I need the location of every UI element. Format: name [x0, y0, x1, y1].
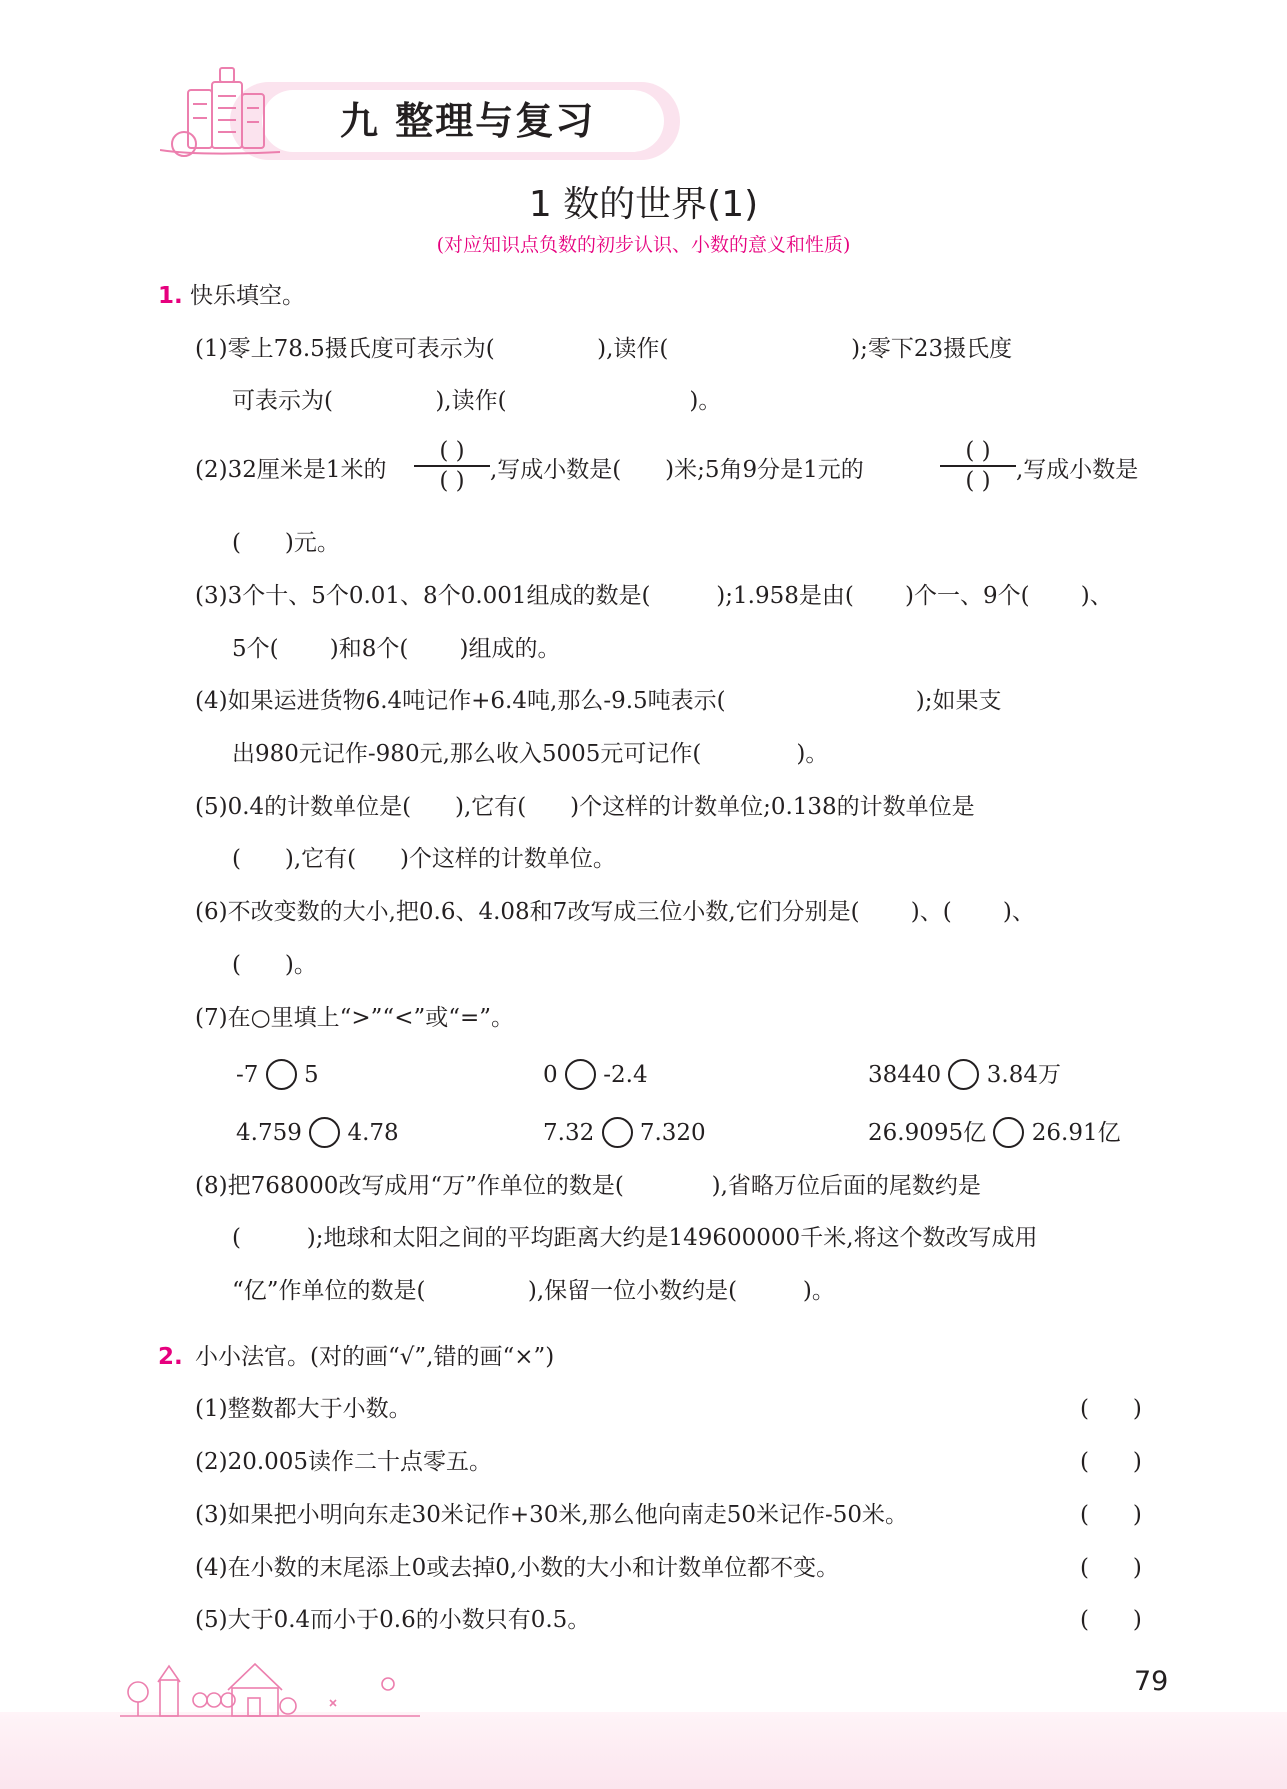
fraction-bar: [940, 465, 1016, 467]
page-number: 79: [1134, 1666, 1169, 1697]
fraction-denominator: ( ): [965, 468, 991, 494]
judge-blank[interactable]: ( ): [1080, 1607, 1142, 1633]
fraction-bar: [414, 465, 490, 467]
compare-item: 38440 3.84万: [868, 1060, 1061, 1092]
q1-line-2b: ( )元。: [232, 530, 340, 556]
fraction-blank-2[interactable]: [940, 438, 1016, 494]
compare-item: -7 5: [236, 1060, 319, 1092]
compare-circle-input[interactable]: [602, 1117, 633, 1148]
q1-line-8a: (8)把768000改写成用“万”作单位的数是( ),省略万位后面的尾数约是: [195, 1173, 981, 1199]
lesson-note: (对应知识点负数的初步认识、小数的意义和性质): [436, 234, 851, 256]
judge-blank[interactable]: ( ): [1080, 1449, 1142, 1475]
q1-line-2-part1: (2)32厘米是1米的: [195, 457, 387, 483]
compare-circle-input[interactable]: [948, 1059, 979, 1090]
q1-line-3b: 5个( )和8个( )组成的。: [232, 636, 561, 662]
q1-line-8b: ( );地球和太阳之间的平均距离大约是149600000千米,将这个数改写成用: [232, 1225, 1038, 1251]
q2-item: (5)大于0.4而小于0.6的小数只有0.5。: [195, 1607, 591, 1633]
q2-item: (1)整数都大于小数。: [195, 1396, 412, 1422]
fraction-blank-1[interactable]: [414, 438, 490, 494]
fraction-numerator: ( ): [439, 438, 465, 464]
q1-line-5a: (5)0.4的计数单位是( ),它有( )个这样的计数单位;0.138的计数单位是: [195, 794, 975, 820]
q2-item: (3)如果把小明向东走30米记作+30米,那么他向南走50米记作-50米。: [195, 1502, 908, 1528]
q1-line-2-part3: ,写成小数是: [1016, 457, 1139, 483]
judge-blank[interactable]: ( ): [1080, 1396, 1142, 1422]
q1-line-1a: (1)零上78.5摄氏度可表示为( ),读作( );零下23摄氏度: [195, 336, 1013, 362]
chapter-title: 九 整理与复习: [340, 99, 596, 143]
lesson-title: 1 数的世界(1): [528, 184, 759, 225]
q1-line-6a: (6)不改变数的大小,把0.6、4.08和7改写成三位小数,它们分别是( )、( )、: [195, 899, 1035, 925]
footer-band: [0, 1712, 1287, 1789]
compare-circle-input[interactable]: [565, 1059, 596, 1090]
q1-title: 快乐填空。: [190, 283, 305, 309]
school-building-icon: [160, 60, 290, 165]
q1-number: 1.: [158, 283, 183, 309]
q1-line-8c: “亿”作单位的数是( ),保留一位小数约是( )。: [232, 1278, 835, 1304]
q1-line-5b: ( ),它有( )个这样的计数单位。: [232, 846, 616, 872]
compare-item: 7.32 7.320: [543, 1118, 706, 1150]
q1-line-4a: (4)如果运进货物6.4吨记作+6.4吨,那么-9.5吨表示( );如果支: [195, 688, 1002, 714]
compare-circle-input[interactable]: [266, 1059, 297, 1090]
q1-line-4b: 出980元记作-980元,那么收入5005元可记作( )。: [232, 741, 829, 767]
compare-item: 0 -2.4: [543, 1060, 648, 1092]
q1-line-3a: (3)3个十、5个0.01、8个0.001组成的数是( );1.958是由( )个一、9个( )、: [195, 583, 1113, 609]
q2-title: 小小法官。(对的画“√”,错的画“×”): [195, 1344, 555, 1370]
q1-line-6b: ( )。: [232, 952, 317, 978]
fraction-denominator: ( ): [439, 468, 465, 494]
fraction-numerator: ( ): [965, 438, 991, 464]
q1-line-1b: 可表示为( ),读作( )。: [232, 388, 722, 414]
q2-item: (2)20.005读作二十点零五。: [195, 1449, 493, 1475]
compare-circle-input[interactable]: [993, 1117, 1024, 1148]
q1-line-7: (7)在○里填上“>”“<”或“=”。: [195, 1005, 515, 1031]
compare-circle-input[interactable]: [309, 1117, 340, 1148]
judge-blank[interactable]: ( ): [1080, 1555, 1142, 1581]
q1-line-2-part2: ,写成小数是( )米;5角9分是1元的: [490, 457, 864, 483]
compare-item: 4.759 4.78: [236, 1118, 399, 1150]
compare-item: 26.9095亿 26.91亿: [868, 1118, 1121, 1150]
q2-number: 2.: [158, 1344, 183, 1370]
judge-blank[interactable]: ( ): [1080, 1502, 1142, 1528]
q2-item: (4)在小数的末尾添上0或去掉0,小数的大小和计数单位都不变。: [195, 1555, 840, 1581]
houses-trees-icon: [120, 1640, 420, 1720]
